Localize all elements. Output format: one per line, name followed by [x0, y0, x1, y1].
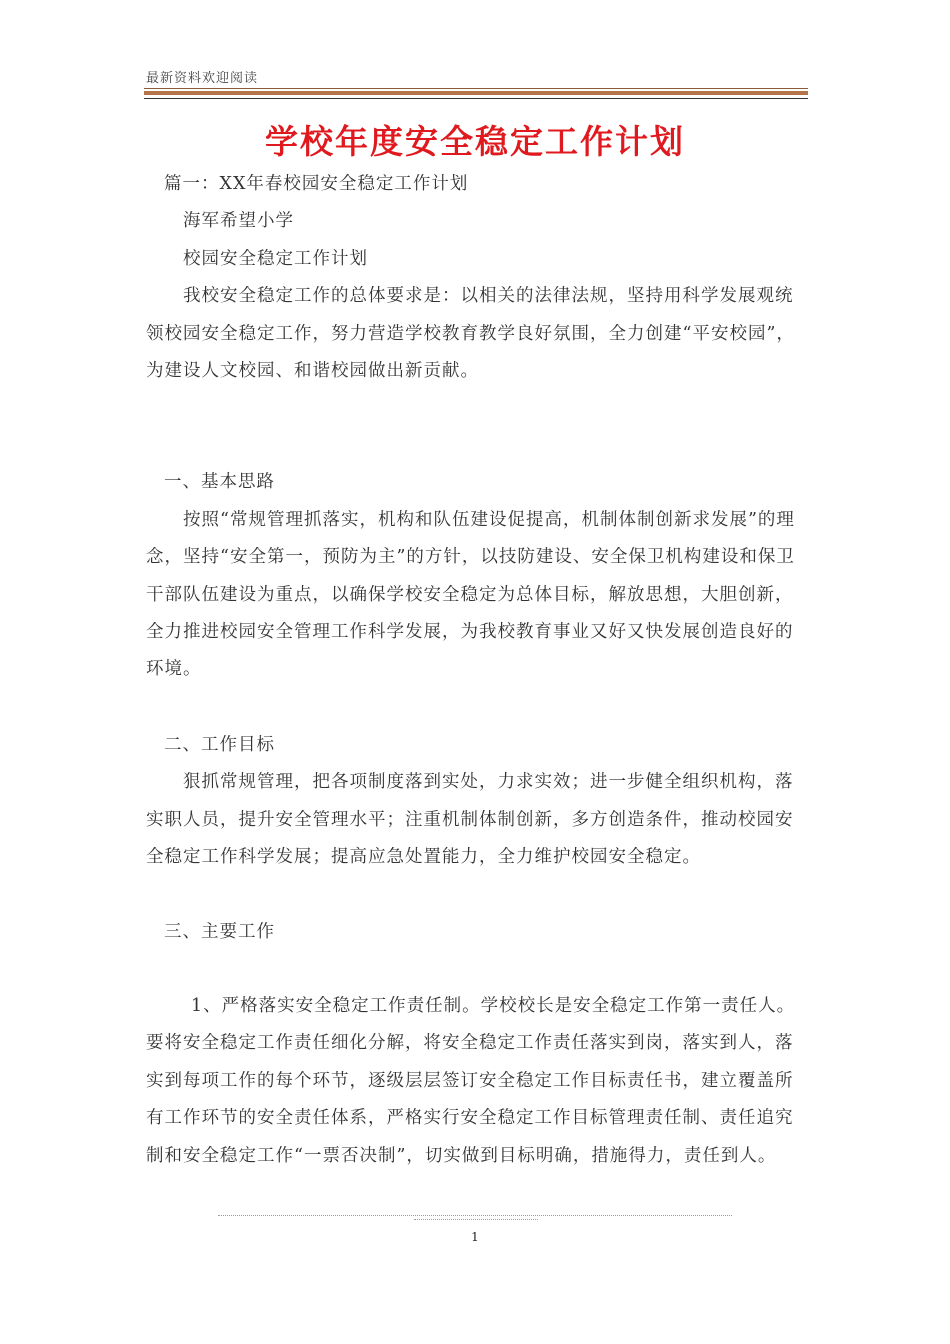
paragraph-spacer — [146, 689, 810, 727]
page-number: 1 — [471, 1230, 479, 1244]
section-heading-work-goals: 二、工作目标 — [164, 734, 275, 755]
main-work-item-1: 1、严格落实安全稳定工作责任制。学校校长是安全稳定工作第一责任人。要将安全稳定工作责任细化分解，将安全稳定工作责任落实到岗，落实到人，落实到每项工作的每个环节，逐级层层签订安全稳定工作目标责任书，建立覆盖所有工作环节的安全责任体系，严格实行安全稳定工作目标管理责任制、责任追究制和安全稳定工作“一票否决制”，切实做到目标明确，措施得力，责任到人。 — [146, 995, 796, 1166]
running-header: 最新资料欢迎阅读 — [146, 71, 259, 86]
intro-paragraph: 我校安全稳定工作的总体要求是：以相关的法律法规，坚持用科学发展观统领校园安全稳定工作，努力营造学校教育教学良好氛围，全力创建“平安校园”，为建设人文校园、和谐校园做出新贡献。 — [146, 286, 795, 382]
work-goals-paragraph: 狠抓常规管理，把各项制度落到实处，力求实效；进一步健全组织机构，落实职人员，提升安全管理水平；注重机制体制创新，多方创造条件，推动校园安全稳定工作科学发展；提高应急处置能力，全力维护校园安全稳定。 — [146, 772, 794, 868]
basic-ideas-paragraph: 按照“常规管理抓落实，机构和队伍建设促提高，机制体制创新求发展”的理念，坚持“安全第一，预防为主”的方针，以技防建设、安全保卫机构建设和保卫干部队伍建设为重点，以确保学校安全稳定为总体目标，解放思想，大胆创新，全力推进校园安全管理工作科学发展，为我校教育事业又好又快发展创造良好的环境。 — [146, 509, 795, 680]
school-name: 海军希望小学 — [183, 211, 294, 232]
header-rule-bottom — [144, 98, 808, 99]
document-title: 学校年度安全稳定工作计划 — [265, 122, 685, 161]
document-body — [146, 166, 810, 1175]
paragraph-spacer — [146, 951, 810, 988]
header-rule-thick — [144, 91, 808, 95]
section-heading-basic-ideas: 一、基本思路 — [164, 472, 275, 493]
plan-subtitle: 校园安全稳定工作计划 — [183, 248, 368, 269]
article-heading: 篇一：XX年春校园安全稳定工作计划 — [164, 174, 469, 194]
section-heading-main-work: 三、主要工作 — [164, 921, 275, 942]
paragraph-spacer — [146, 390, 810, 464]
header-rule-top — [144, 88, 808, 89]
paragraph-spacer — [146, 877, 810, 914]
footer-rule — [218, 1215, 732, 1216]
footer-rule-short — [414, 1219, 538, 1220]
